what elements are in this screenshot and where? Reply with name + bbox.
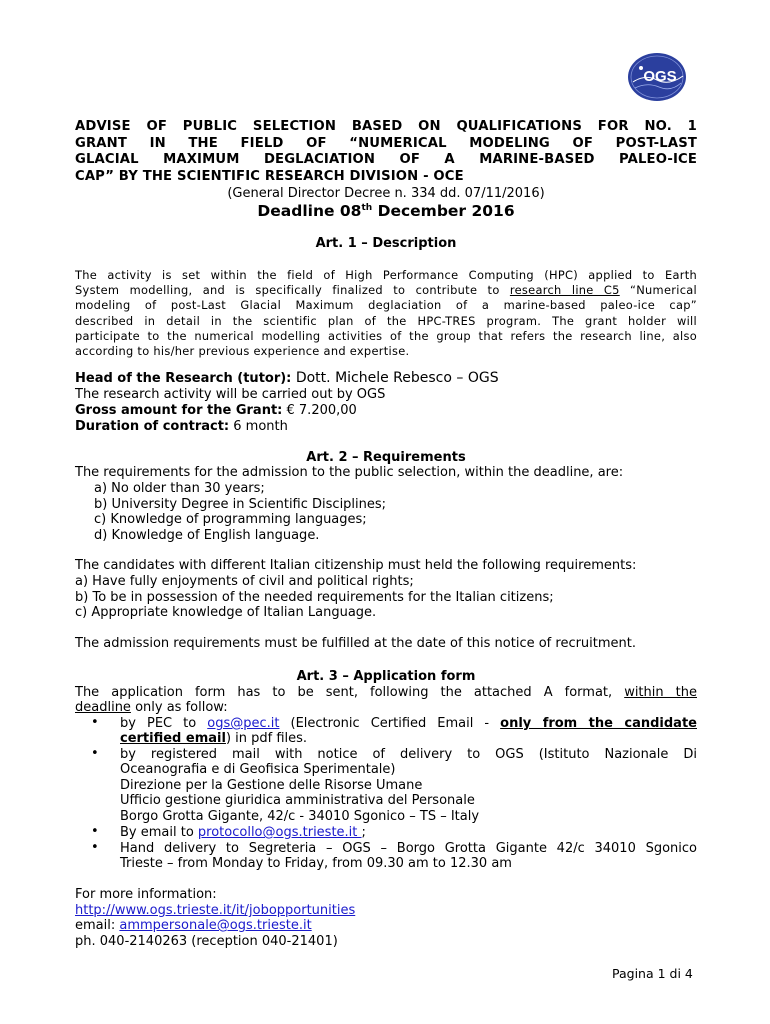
paragraph-line: modeling of post-Last Glacial Maximum deglaciation of a marine-based paleo-ice cap” bbox=[75, 298, 697, 313]
list-item: b) University Degree in Scientific Disciplines; bbox=[94, 497, 387, 512]
hand-delivery-line: Hand delivery to Segreteria – OGS – Borgo Grotta Gigante 42/c 34010 Sgonico bbox=[120, 841, 697, 856]
paragraph-line: described in detail in the scientific plan of the HPC-TRES program. The grant holder will bbox=[75, 313, 697, 328]
list-item: d) Knowledge of English language. bbox=[94, 528, 320, 543]
address-line: Ufficio gestione giuridica amministrativa del Personale bbox=[120, 793, 475, 808]
title-line: ADVISE OF PUBLIC SELECTION BASED ON QUALIFICATIONS FOR NO. 1 bbox=[75, 119, 697, 134]
list-item: a) No older than 30 years; bbox=[94, 481, 265, 496]
tutor-line: Head of the Research (tutor): Dott. Michele Rebesco – OGS bbox=[75, 370, 499, 386]
duration-line: Duration of contract: 6 month bbox=[75, 419, 288, 434]
art2-heading: Art. 2 – Requirements bbox=[306, 450, 466, 465]
svg-text:OGS: OGS bbox=[643, 68, 677, 85]
paragraph-line: The activity is set within the field of High Performance Computing (HPC) applied to Earth bbox=[75, 268, 697, 282]
carried-out-line: The research activity will be carried out by OGS bbox=[75, 387, 386, 402]
deadline: Deadline 08th December 2016 bbox=[257, 202, 515, 220]
email-line: By email to protocollo@ogs.trieste.it ; bbox=[120, 825, 366, 840]
email-contact: email: ammpersonale@ogs.trieste.it bbox=[75, 918, 312, 933]
more-info-label: For more information: bbox=[75, 887, 217, 902]
address-line: Oceanografia e di Geofisica Sperimentale) bbox=[120, 762, 396, 777]
ammpersonale-email-link[interactable]: ammpersonale@ogs.trieste.it bbox=[119, 918, 312, 933]
document-title bbox=[75, 119, 697, 185]
list-item: a) Have fully enjoyments of civil and political rights; bbox=[75, 574, 414, 589]
art3-intro: The application form has to be sent, following the attached A format, within the bbox=[75, 685, 697, 700]
bullet-icon: • bbox=[91, 824, 99, 839]
art3-heading: Art. 3 – Application form bbox=[296, 669, 476, 684]
bullet-icon: • bbox=[91, 746, 99, 761]
hand-delivery-line-cont: Trieste – from Monday to Friday, from 09.30 am to 12.30 am bbox=[120, 856, 512, 871]
phone-contact: ph. 040-2140263 (reception 040-21401) bbox=[75, 934, 338, 949]
admission-note: The admission requirements must be fulfilled at the date of this notice of recruitment. bbox=[75, 636, 637, 651]
title-line: CAP” BY THE SCIENTIFIC RESEARCH DIVISION - OCE bbox=[75, 168, 464, 184]
list-item: c) Appropriate knowledge of Italian Language. bbox=[75, 605, 377, 620]
pec-line: by PEC to ogs@pec.it (Electronic Certified Email - only from the candidate bbox=[120, 716, 697, 731]
art1-heading: Art. 1 – Description bbox=[315, 236, 457, 251]
paragraph-line: System modelling, and is specifically finalized to contribute to research line C5 “Numerical bbox=[75, 283, 698, 298]
title-line: GLACIAL MAXIMUM DEGLACIATION OF A MARINE-BASED PALEO-ICE bbox=[75, 152, 697, 167]
decree-reference: (General Director Decree n. 334 dd. 07/11/2016) bbox=[227, 186, 545, 201]
ogs-logo bbox=[627, 52, 687, 102]
art3-intro-cont: deadline only as follow: bbox=[75, 700, 228, 715]
address-line: Direzione per la Gestione delle Risorse Umane bbox=[120, 778, 423, 793]
pec-line-cont: certified email) in pdf files. bbox=[120, 731, 308, 746]
pec-email-link[interactable]: ogs@pec.it bbox=[207, 716, 280, 731]
address-line: Borgo Grotta Gigante, 42/c - 34010 Sgonico – TS – Italy bbox=[120, 809, 480, 824]
bullet-icon: • bbox=[91, 840, 99, 855]
bullet-icon: • bbox=[91, 715, 99, 730]
protocollo-email-link[interactable]: protocollo@ogs.trieste.it bbox=[197, 825, 362, 840]
title-line: GRANT IN THE FIELD OF “NUMERICAL MODELING OF POST-LAST bbox=[75, 135, 697, 151]
foreign-intro: The candidates with different Italian citizenship must held the following requirements: bbox=[75, 558, 637, 573]
gross-amount-line: Gross amount for the Grant: € 7.200,00 bbox=[75, 403, 357, 418]
website-link[interactable]: http://www.ogs.trieste.it/it/jobopportunities bbox=[75, 903, 356, 918]
art1-description bbox=[75, 268, 697, 359]
mail-line: by registered mail with notice of delivery to OGS (Istituto Nazionale Di bbox=[120, 747, 697, 762]
list-item: b) To be in possession of the needed requirements for the Italian citizens; bbox=[75, 590, 554, 605]
paragraph-line: according to his/her previous experience and expertise. bbox=[75, 344, 410, 359]
list-item: c) Knowledge of programming languages; bbox=[94, 512, 367, 527]
requirements-intro: The requirements for the admission to the public selection, within the deadline, are: bbox=[75, 465, 624, 480]
page-number: Pagina 1 di 4 bbox=[612, 966, 693, 981]
paragraph-line: participate to the numerical modelling activities of the group that refers the research line, also bbox=[75, 328, 697, 343]
